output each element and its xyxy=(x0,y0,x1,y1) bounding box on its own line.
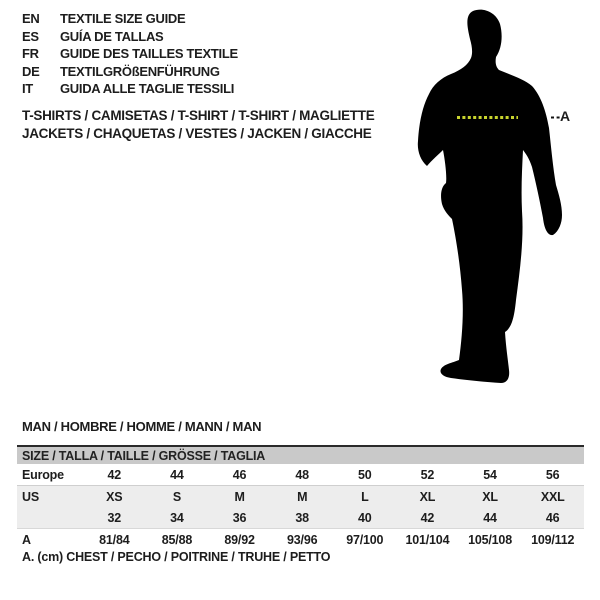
table-cell: 44 xyxy=(483,510,497,525)
row-label: Europe xyxy=(22,467,64,482)
table-cell: 105/108 xyxy=(468,532,512,547)
language-code: DE xyxy=(22,63,40,79)
table-cell: 40 xyxy=(358,510,372,525)
language-code: FR xyxy=(22,46,39,62)
size-table-header-label: SIZE / TALLA / TAILLE / GRÖSSE / TAGLIA xyxy=(22,448,266,463)
table-cell: 50 xyxy=(358,467,372,482)
language-row-de xyxy=(22,63,238,81)
language-label: TEXTILE SIZE GUIDE xyxy=(60,11,186,26)
row-label: A xyxy=(22,532,31,547)
table-cell: XL xyxy=(482,489,498,504)
table-cell: 93/96 xyxy=(287,532,318,547)
table-cell: M xyxy=(297,489,308,504)
table-cell: 34 xyxy=(170,510,184,525)
chest-measure-footnote: A. (cm) CHEST / PECHO / POITRINE / TRUHE / PETTO xyxy=(22,550,331,564)
table-row-chest-a xyxy=(17,528,584,550)
table-cell: 36 xyxy=(232,510,247,525)
table-cell: 46 xyxy=(545,510,560,525)
language-code: EN xyxy=(22,11,40,26)
table-cell: 42 xyxy=(107,467,122,482)
table-cell: 44 xyxy=(170,467,184,482)
table-cell: 54 xyxy=(483,467,497,482)
language-row-es xyxy=(22,28,238,46)
table-cell: 109/112 xyxy=(531,532,575,547)
language-label: GUIDA ALLE TAGLIE TESSILI xyxy=(60,81,235,97)
language-label: GUIDE DES TAILLES TEXTILE xyxy=(60,46,238,62)
size-table xyxy=(17,445,584,550)
table-cell: S xyxy=(172,489,181,504)
table-cell: XXL xyxy=(540,489,565,504)
man-silhouette-figure xyxy=(415,8,565,388)
language-code: ES xyxy=(22,28,39,44)
table-cell: 42 xyxy=(420,510,435,525)
man-silhouette xyxy=(418,10,562,383)
table-cell: 46 xyxy=(232,467,247,482)
language-code: IT xyxy=(22,81,33,97)
language-row-fr xyxy=(22,45,238,63)
language-label: GUÍA DE TALLAS xyxy=(60,28,164,44)
table-cell: M xyxy=(234,489,245,504)
man-silhouette-svg xyxy=(415,8,565,388)
section-title-man: MAN / HOMBRE / HOMME / MANN / MAN xyxy=(22,419,262,434)
size-table-header-row xyxy=(17,447,584,464)
table-cell: 81/84 xyxy=(99,532,130,547)
table-cell: 56 xyxy=(545,467,560,482)
table-cell: 85/88 xyxy=(161,532,193,547)
table-row-us-numeric xyxy=(17,507,584,528)
language-row-it xyxy=(22,80,238,98)
table-cell: XL xyxy=(419,489,436,504)
category-tshirts: T-SHIRTS / CAMISETAS / T-SHIRT / T-SHIRT / MAGLIETTE xyxy=(22,108,375,123)
language-row-en xyxy=(22,10,238,28)
table-cell: 89/92 xyxy=(224,532,255,547)
table-cell: XS xyxy=(106,489,123,504)
measurement-label-a: A xyxy=(560,108,571,124)
garment-category-list xyxy=(22,107,374,143)
table-row-europe xyxy=(17,464,584,486)
table-cell: 97/100 xyxy=(346,532,384,547)
row-label: US xyxy=(22,489,39,504)
table-cell: L xyxy=(361,489,369,504)
table-cell: 101/104 xyxy=(405,532,450,547)
table-cell: 52 xyxy=(420,467,435,482)
table-cell: 32 xyxy=(107,510,122,525)
table-cell: 48 xyxy=(295,467,309,482)
table-row-us xyxy=(17,486,584,507)
language-list xyxy=(22,10,238,98)
category-jackets: JACKETS / CHAQUETAS / VESTES / JACKEN / GIACCHE xyxy=(22,126,372,141)
language-label: TEXTILGRÖßENFÜHRUNG xyxy=(60,63,220,79)
table-cell: 38 xyxy=(295,510,309,525)
